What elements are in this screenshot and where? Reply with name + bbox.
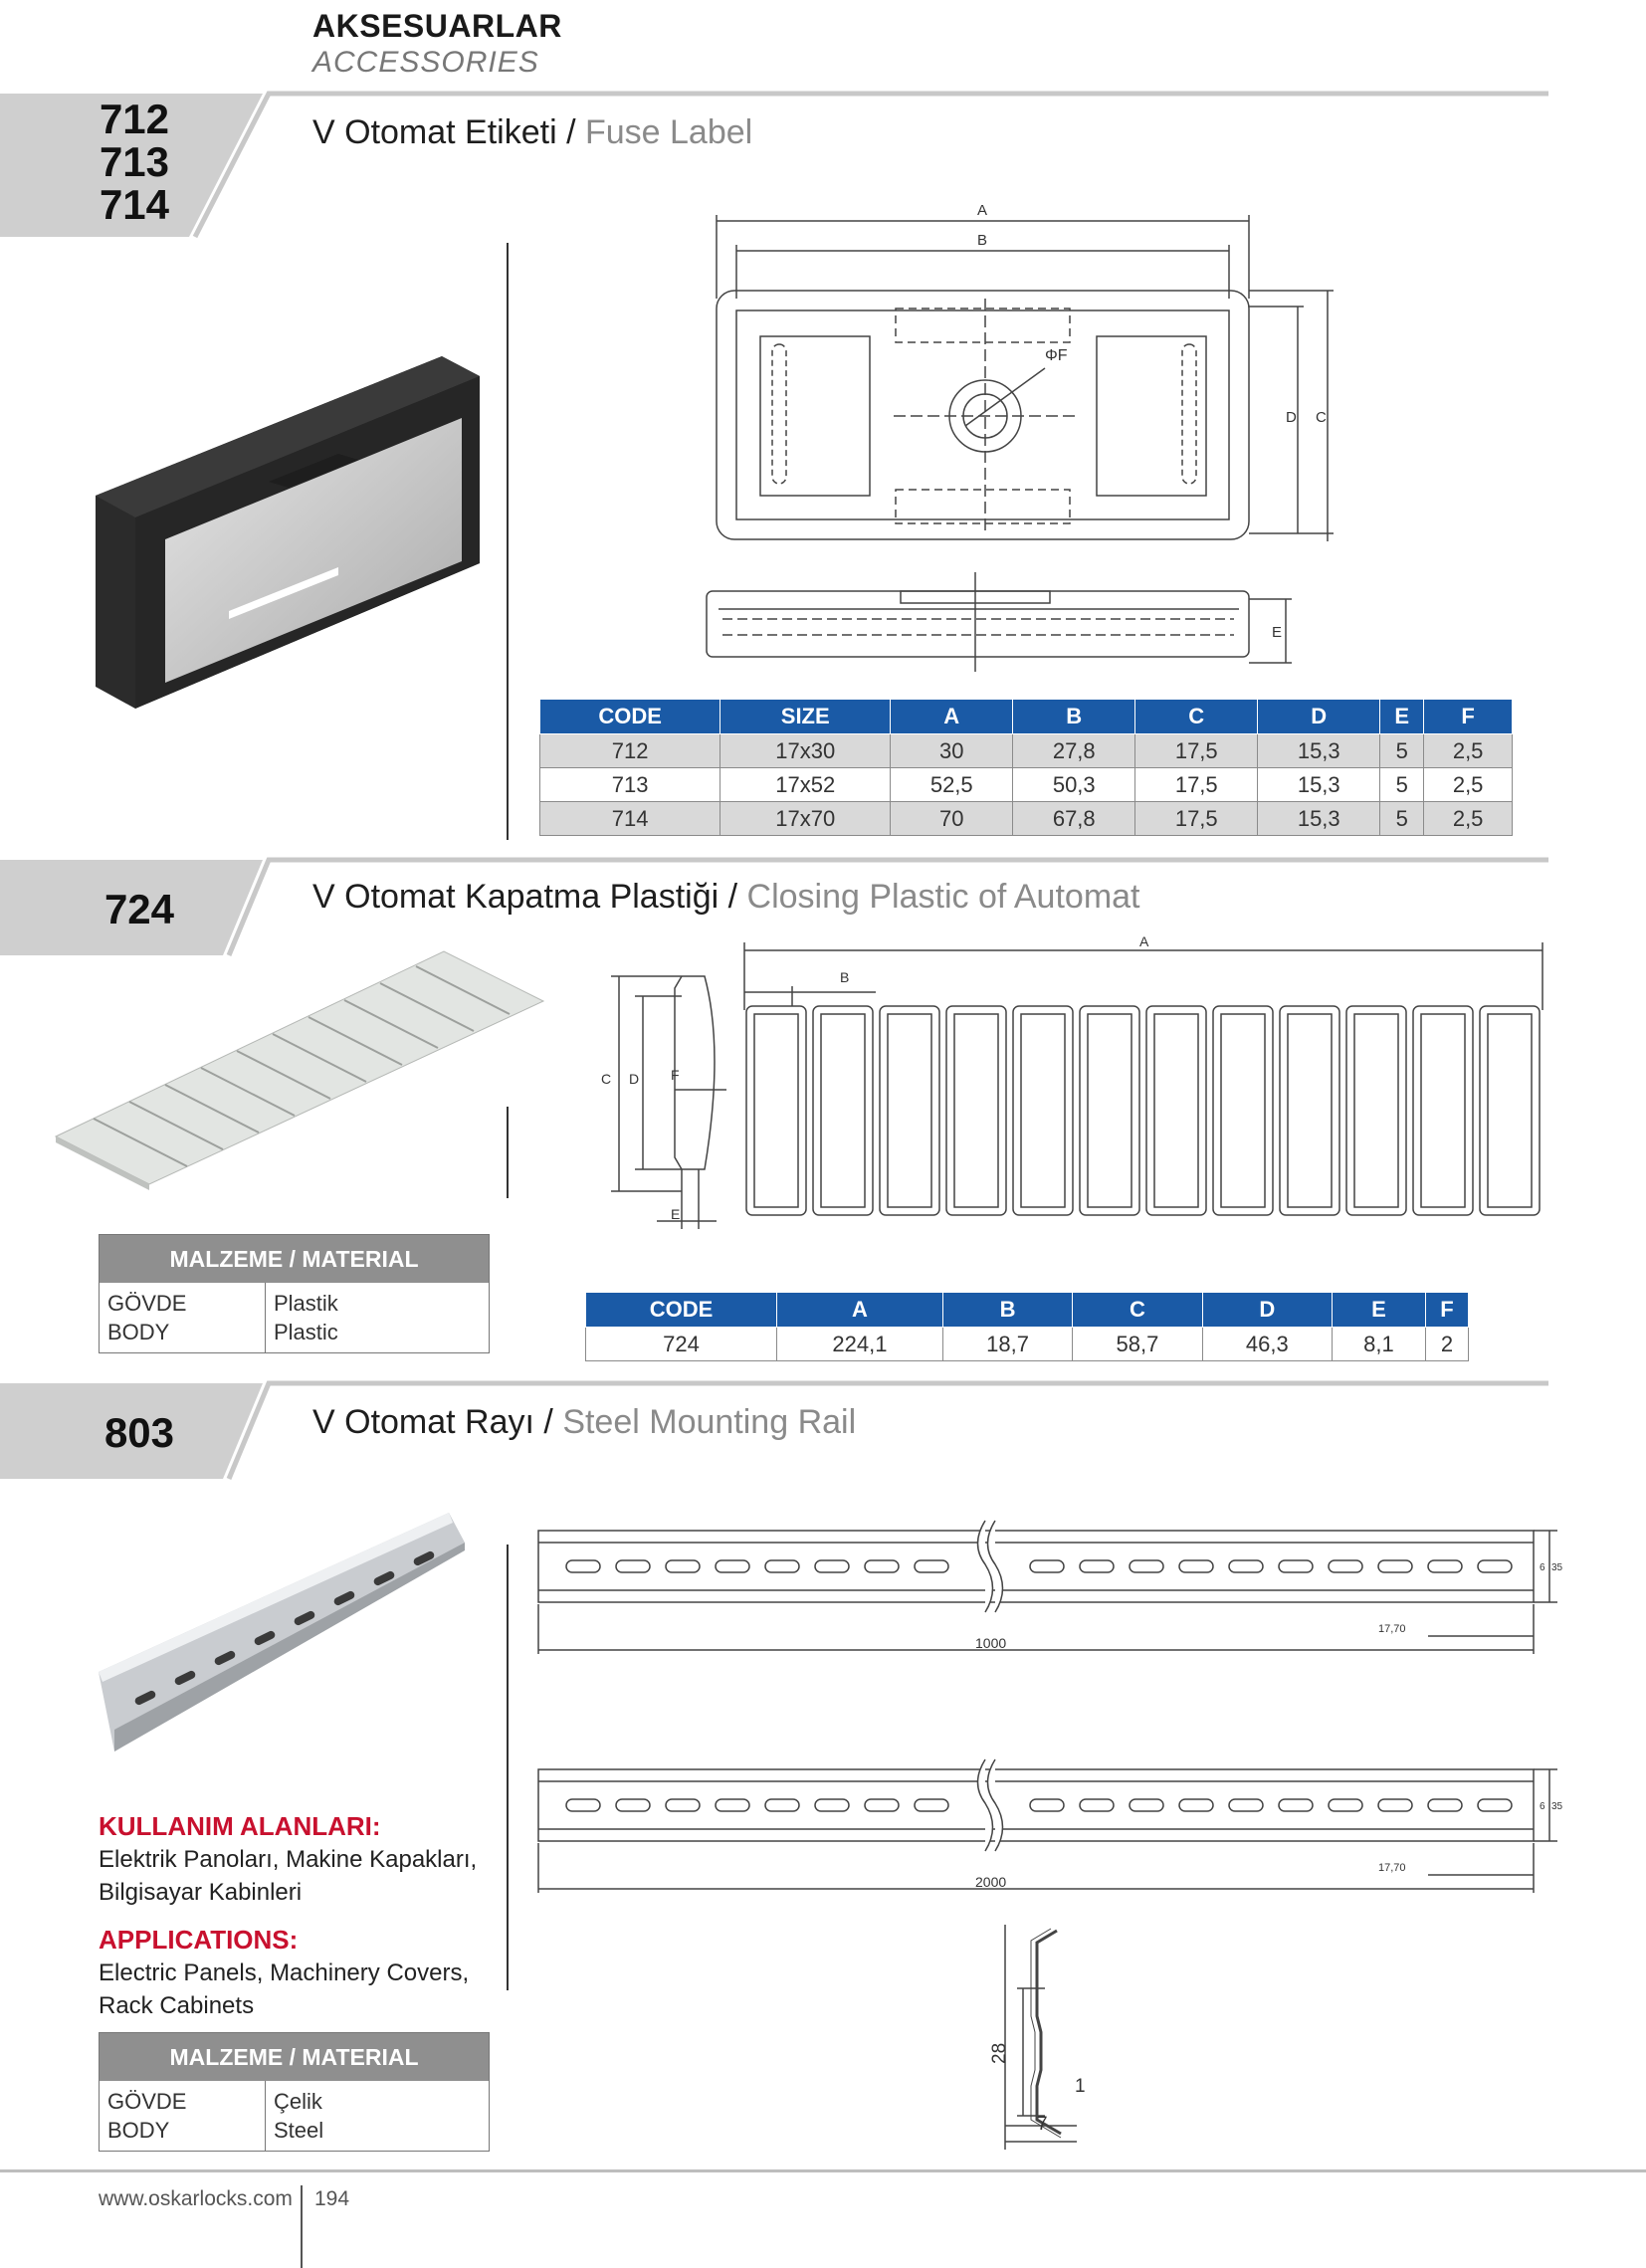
rail-width-label: 35 — [1551, 1562, 1563, 1573]
material-box-724 — [99, 1234, 490, 1353]
fuse-label-drawing — [697, 199, 1343, 677]
table-row — [540, 802, 1513, 836]
fuse-label-image — [90, 348, 498, 717]
material-label — [100, 1283, 266, 1352]
material-header: MALZEME / MATERIAL — [100, 1235, 489, 1283]
cell: 724 — [586, 1328, 777, 1361]
col-header: F — [1424, 700, 1513, 734]
cell: 17,5 — [1135, 768, 1258, 802]
dim-b-label: B — [977, 232, 988, 249]
table-header-row — [586, 1293, 1469, 1328]
material-label — [100, 2081, 266, 2151]
rail-slot-label: 6 — [1540, 1801, 1545, 1812]
dim-f-label: ΦF — [1045, 347, 1068, 364]
dim-b-label: B — [840, 969, 850, 985]
cell: 50,3 — [1013, 768, 1135, 802]
cell: 17x30 — [720, 734, 891, 768]
footer-rule — [0, 2169, 1646, 2172]
usage-line: Elektrik Panoları, Makine Kapakları, — [99, 1846, 478, 1873]
material-value — [266, 2081, 331, 2151]
page-subtitle: ACCESSORIES — [312, 46, 539, 79]
material-row — [100, 2081, 489, 2151]
cell: 15,3 — [1258, 734, 1380, 768]
cell: 2,5 — [1424, 802, 1513, 836]
closing-plastic-spec-table — [585, 1292, 1469, 1361]
cell: 2 — [1425, 1328, 1468, 1361]
rail-drawing-2000 — [532, 1744, 1563, 1903]
rail-profile-drawing — [965, 1921, 1105, 2160]
table-header-row — [540, 700, 1513, 734]
section-code-803: 803 — [103, 1409, 175, 1456]
cell: 67,8 — [1013, 802, 1135, 836]
title-tr: V Otomat Kapatma Plastiği / — [312, 878, 738, 916]
table-row — [540, 768, 1513, 802]
cell: 224,1 — [777, 1328, 943, 1361]
col-header: F — [1425, 1293, 1468, 1328]
col-header: D — [1258, 700, 1380, 734]
col-header: B — [942, 1293, 1072, 1328]
rail-length-label: 2000 — [975, 1874, 1007, 1890]
material-header: MALZEME / MATERIAL — [100, 2033, 489, 2081]
profile-width-label: 7 — [1037, 2114, 1048, 2135]
value-en: Steel — [274, 2118, 324, 2143]
cell: 17,5 — [1135, 734, 1258, 768]
dim-c-label: C — [601, 1071, 612, 1087]
label-en: BODY — [107, 1320, 170, 1344]
dim-f-label: F — [671, 1067, 680, 1083]
cell: 17x52 — [720, 768, 891, 802]
dim-c-label: C — [1316, 409, 1327, 426]
col-header: C — [1135, 700, 1258, 734]
cell: 15,3 — [1258, 768, 1380, 802]
dim-a-label: A — [977, 202, 988, 219]
usage-text-tr — [99, 1843, 477, 1909]
label-en: BODY — [107, 2118, 170, 2143]
col-header: A — [777, 1293, 943, 1328]
rail-pitch-label: 17,70 — [1378, 1623, 1406, 1635]
closing-plastic-drawing — [587, 930, 1562, 1239]
value-tr: Plastik — [274, 1291, 338, 1316]
usage-line: Electric Panels, Machinery Covers, — [99, 1959, 470, 1986]
title-tr: V Otomat Rayı / — [312, 1403, 553, 1441]
cell: 17x70 — [720, 802, 891, 836]
cell: 52,5 — [891, 768, 1013, 802]
value-tr: Çelik — [274, 2089, 322, 2114]
cell: 18,7 — [942, 1328, 1072, 1361]
closing-plastic-image — [50, 945, 547, 1194]
dim-a-label: A — [1139, 933, 1149, 949]
rail-slot-label: 6 — [1540, 1562, 1545, 1573]
dim-d-label: D — [629, 1071, 640, 1087]
cell: 712 — [540, 734, 720, 768]
section-title-fuse-label — [312, 113, 752, 152]
rail-image — [95, 1503, 503, 1761]
section-code-712: 712 — [99, 96, 170, 142]
dim-e-label: E — [671, 1206, 681, 1222]
rail-pitch-label: 17,70 — [1378, 1862, 1406, 1874]
cell: 30 — [891, 734, 1013, 768]
usage-line: Rack Cabinets — [99, 1992, 255, 2019]
rail-drawing-1000 — [532, 1505, 1563, 1664]
cell: 27,8 — [1013, 734, 1135, 768]
section-title-closing-plastic — [312, 878, 1140, 917]
material-value — [266, 1283, 346, 1352]
col-header: SIZE — [720, 700, 891, 734]
cell: 8,1 — [1332, 1328, 1425, 1361]
divider-line — [507, 243, 509, 840]
col-header: D — [1202, 1293, 1332, 1328]
fuse-label-spec-table — [539, 699, 1513, 836]
label-tr: GÖVDE — [107, 1291, 187, 1316]
usage-text-en — [99, 1957, 469, 2022]
table-row — [586, 1328, 1469, 1361]
cell: 713 — [540, 768, 720, 802]
footer-website-link[interactable]: www.oskarlocks.com — [99, 2187, 293, 2210]
usage-heading-en: APPLICATIONS: — [99, 1925, 299, 1955]
usage-line: Bilgisayar Kabinleri — [99, 1879, 303, 1906]
col-header: E — [1332, 1293, 1425, 1328]
col-header: A — [891, 700, 1013, 734]
section-code-724: 724 — [103, 886, 175, 932]
page-title: AKSESUARLAR — [312, 8, 562, 44]
label-tr: GÖVDE — [107, 2089, 187, 2114]
cell: 5 — [1380, 768, 1424, 802]
title-en: Closing Plastic of Automat — [746, 878, 1140, 916]
title-en: Fuse Label — [584, 113, 753, 151]
material-row — [100, 1283, 489, 1352]
table-row — [540, 734, 1513, 768]
col-header: C — [1073, 1293, 1202, 1328]
page-number: 194 — [314, 2187, 350, 2210]
section-code-714: 714 — [99, 181, 170, 228]
cell: 714 — [540, 802, 720, 836]
cell: 58,7 — [1073, 1328, 1202, 1361]
value-en: Plastic — [274, 1320, 338, 1344]
cell: 46,3 — [1202, 1328, 1332, 1361]
footer-divider — [301, 2185, 303, 2268]
usage-heading-tr: KULLANIM ALANLARI: — [99, 1811, 381, 1841]
cell: 2,5 — [1424, 734, 1513, 768]
cell: 70 — [891, 802, 1013, 836]
cell: 5 — [1380, 802, 1424, 836]
cell: 17,5 — [1135, 802, 1258, 836]
col-header: CODE — [540, 700, 720, 734]
col-header: E — [1380, 700, 1424, 734]
divider-line — [507, 1545, 509, 1990]
material-box-803 — [99, 2032, 490, 2152]
title-tr: V Otomat Etiketi / — [312, 113, 576, 151]
cell: 2,5 — [1424, 768, 1513, 802]
rail-width-label: 35 — [1551, 1801, 1563, 1812]
cell: 15,3 — [1258, 802, 1380, 836]
section-title-mounting-rail — [312, 1403, 856, 1442]
section-code-713: 713 — [99, 138, 170, 185]
dim-e-label: E — [1272, 624, 1283, 641]
col-header: CODE — [586, 1293, 777, 1328]
col-header: B — [1013, 700, 1135, 734]
title-en: Steel Mounting Rail — [562, 1403, 857, 1441]
profile-height-label: 28 — [989, 2042, 1010, 2064]
rail-length-label: 1000 — [975, 1635, 1007, 1651]
dim-d-label: D — [1286, 409, 1297, 426]
cell: 5 — [1380, 734, 1424, 768]
profile-thickness-label: 1 — [1075, 2076, 1086, 2097]
